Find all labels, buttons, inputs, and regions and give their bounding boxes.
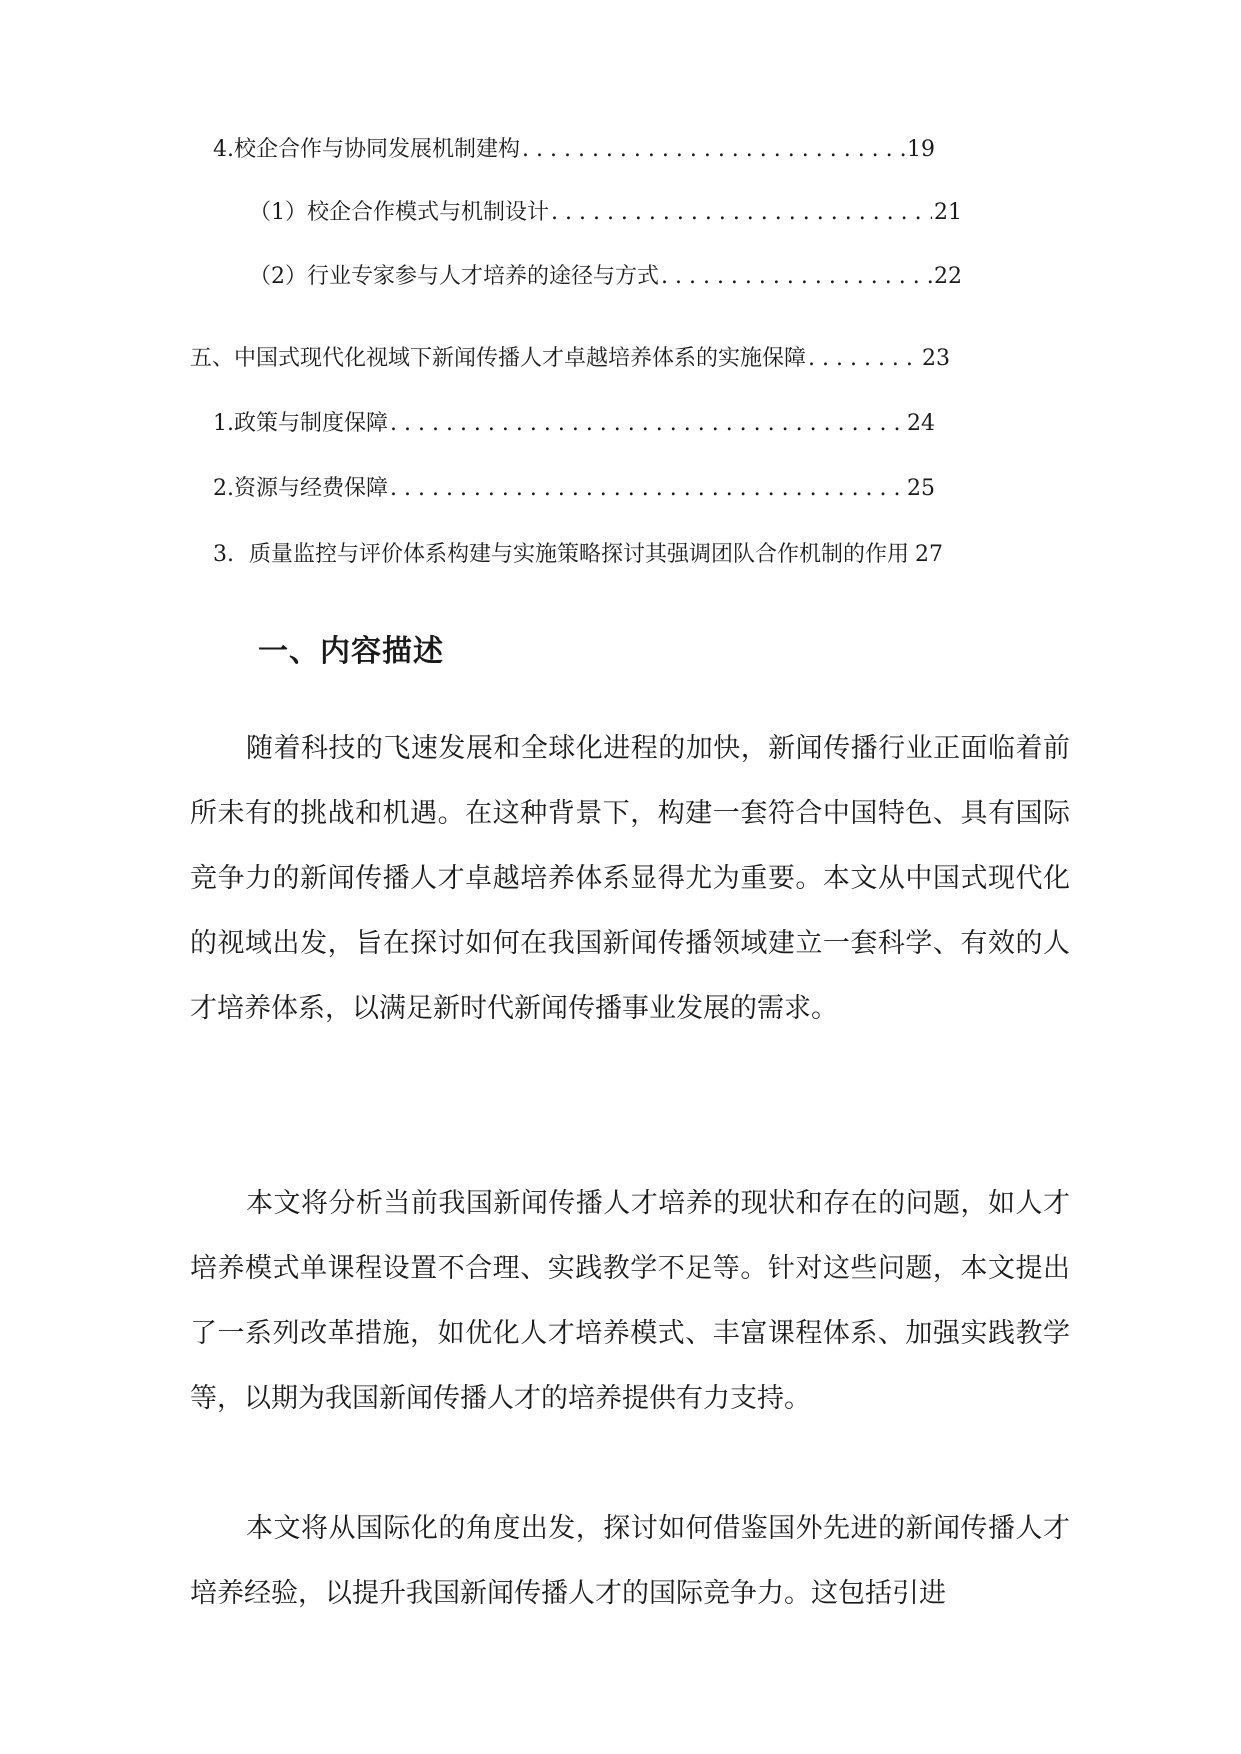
toc-entry[interactable]: [190, 343, 950, 375]
toc-entry-number: 1.: [213, 411, 234, 436]
toc-leader-dots: [390, 473, 905, 505]
toc-leader-dots: [522, 134, 905, 166]
body-paragraph: 本文将分析当前我国新闻传播人才培养的现状和存在的问题，如人才培养模式单课程设置不合理、实践教学不足等。针对这些问题，本文提出了一系列改革措施，如优化人才培养模式、丰富课程体系、加强实践教学等，以期为我国新闻传播人才的培养提供有力支持。: [190, 1188, 1070, 1414]
toc-entry-page: 19: [907, 137, 935, 162]
toc-leader-dots: [661, 261, 932, 293]
toc-entry-number: 2.: [213, 476, 234, 501]
toc-entry[interactable]: [249, 261, 962, 293]
toc-entry[interactable]: [213, 408, 935, 440]
toc-entry-title: 质量监控与评价体系构建与实施策略探讨其强调团队合作机制的作用: [249, 542, 910, 567]
toc-entry-title: （1）校企合作模式与机制设计: [249, 200, 549, 225]
toc-entry-page: 22: [934, 264, 962, 289]
toc-entry-title: 政策与制度保障: [234, 411, 389, 436]
toc-entry-page: 23: [922, 346, 950, 371]
toc-entry-number: 3.: [213, 542, 234, 567]
toc-leader-dots: [808, 343, 920, 375]
toc-entry-title: 校企合作与协同发展机制建构: [234, 137, 521, 162]
toc-entry-number: 4.: [213, 137, 234, 162]
toc-leader-dots: [551, 197, 932, 229]
toc-entry[interactable]: [249, 197, 962, 229]
body-paragraph: 本文将从国际化的角度出发，探讨如何借鉴国外先进的新闻传播人才培养经验，以提升我国新闻传播人才的国际竞争力。这包括引进: [190, 1513, 1070, 1609]
toc-entry-page: 21: [934, 200, 962, 225]
toc-leader-dots: [390, 408, 905, 440]
toc-entry-page: 25: [907, 476, 935, 501]
toc-entry[interactable]: [213, 539, 1063, 571]
toc-entry-title: （2）行业专家参与人才培养的途径与方式: [249, 264, 659, 289]
section-heading: 一、内容描述: [258, 634, 444, 669]
toc-entry-title: 资源与经费保障: [234, 476, 389, 501]
toc-entry-title: 五、中国式现代化视域下新闻传播人才卓越培养体系的实施保障: [190, 346, 807, 371]
toc-entry[interactable]: [213, 134, 935, 166]
body-paragraph: 随着科技的飞速发展和全球化进程的加快，新闻传播行业正面临着前所未有的挑战和机遇。在这种背景下，构建一套符合中国特色、具有国际竞争力的新闻传播人才卓越培养体系显得尤为重要。本文从中国式现代化的视域出发，旨在探讨如何在我国新闻传播领域建立一套科学、有效的人才培养体系，以满足新时代新闻传播事业发展的需求。: [190, 733, 1070, 1024]
toc-entry[interactable]: [213, 473, 935, 505]
toc-entry-page: 27: [915, 542, 944, 567]
toc-entry-page: 24: [907, 411, 935, 436]
